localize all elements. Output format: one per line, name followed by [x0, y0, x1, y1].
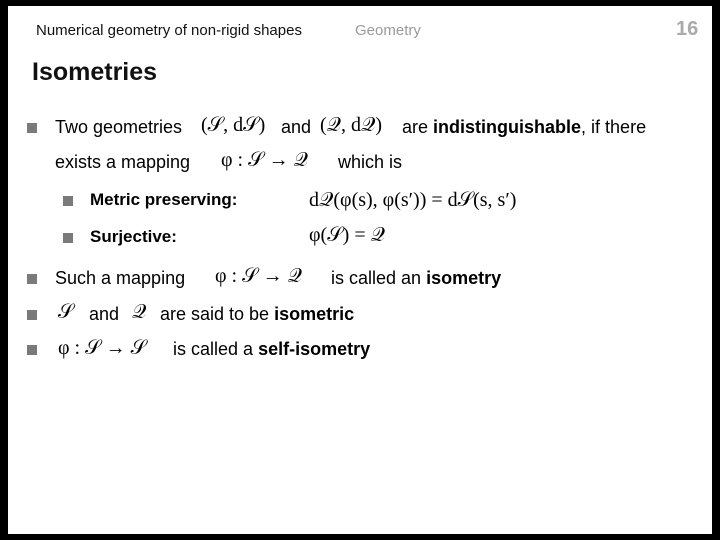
bullet-3-post: are said to be [160, 304, 270, 324]
sub-bullet-marker [63, 196, 73, 206]
slide [8, 6, 712, 534]
bullet-1-post: , if there [581, 117, 647, 137]
bullet-1-are: are [402, 117, 429, 137]
term-isometric: isometric [274, 304, 355, 324]
math-mapping-2: φ : 𝒮 → 𝒬 [215, 265, 302, 287]
bullet-4-rest [173, 339, 370, 360]
deck-title: Numerical geometry of non-rigid shapes [36, 22, 302, 39]
sub-bullet-surjective: Surjective: [90, 227, 177, 246]
bullet-marker [27, 123, 37, 133]
math-q: 𝒬 [132, 301, 147, 323]
math-s: 𝒮 [58, 301, 74, 323]
math-geometry-s: (𝒮, d𝒮) [201, 114, 266, 136]
math-mapping: φ : 𝒮 → 𝒬 [221, 149, 308, 171]
bullet-2-text-start: Such a mapping [55, 268, 186, 288]
bullet-2-rest [331, 268, 501, 289]
math-surjective-equation: φ(𝒮) = 𝒬 [309, 224, 385, 246]
bullet-1-line2: exists a mapping [55, 152, 191, 172]
section-label: Geometry [355, 22, 421, 39]
bullet-marker [27, 310, 37, 320]
math-self-mapping: φ : 𝒮 → 𝒮 [58, 337, 147, 359]
math-metric-equation: d𝒬(φ(s), φ(s′)) = d𝒮(s, s′) [309, 189, 517, 211]
bullet-1-which: which is [338, 152, 403, 172]
term-self-isometry: self-isometry [258, 339, 371, 359]
page-number: 16 [676, 18, 699, 40]
sub-bullet-metric: Metric preserving: [90, 190, 238, 209]
bullet-1-rest [402, 117, 646, 138]
bullet-3-and: and [89, 304, 120, 324]
slide-title: Isometries [32, 58, 158, 86]
bullet-1-and: and [281, 117, 312, 137]
bullet-marker [27, 345, 37, 355]
bullet-3-rest [160, 304, 354, 325]
term-indistinguishable: indistinguishable [433, 117, 582, 137]
bullet-4-post: is called a [173, 339, 254, 359]
sub-bullet-marker [63, 233, 73, 243]
math-geometry-q: (𝒬, d𝒬) [320, 114, 383, 136]
bullet-1-text-start: Two geometries [55, 117, 183, 137]
bullet-2-post: is called an [331, 268, 422, 288]
bullet-marker [27, 274, 37, 284]
term-isometry: isometry [426, 268, 502, 288]
